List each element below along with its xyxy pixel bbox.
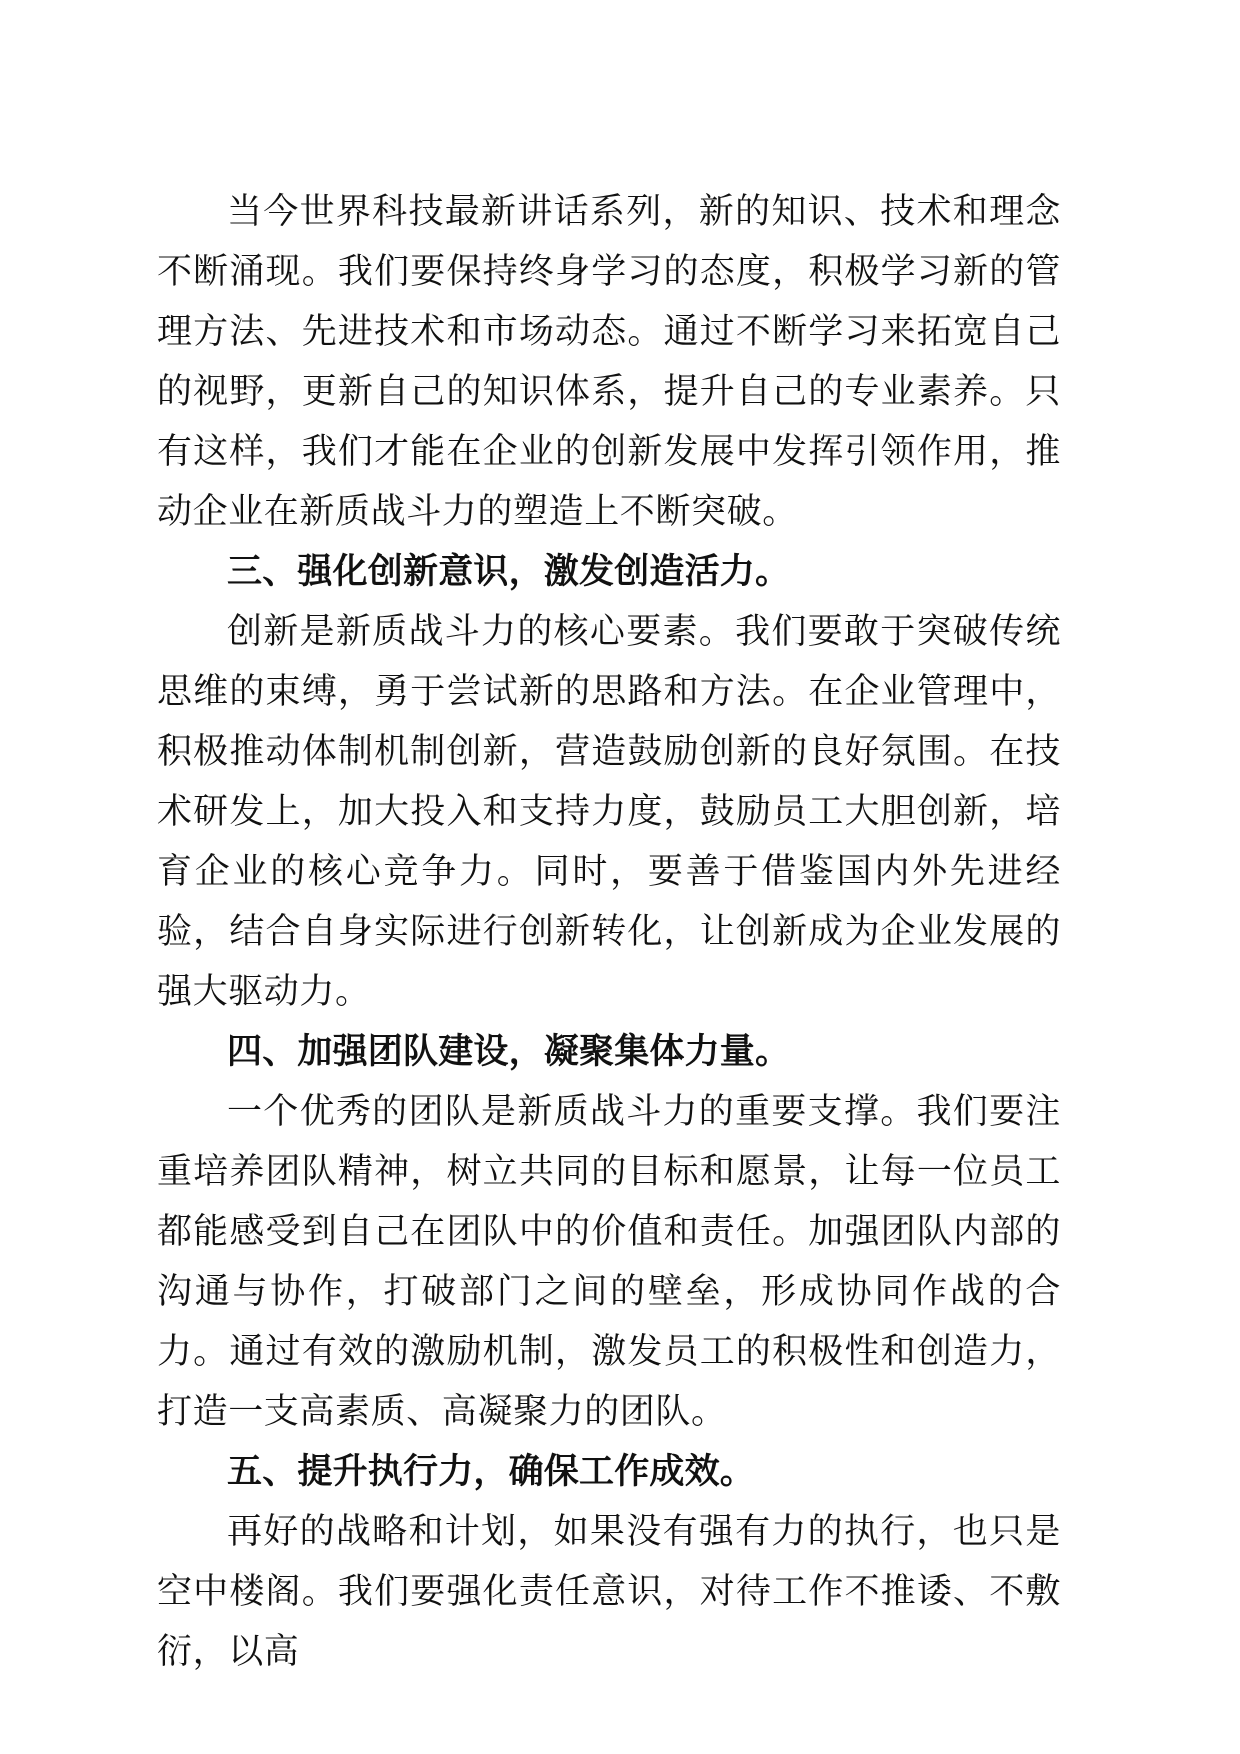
section-heading-3: 三、强化创新意识，激发创造活力。 bbox=[227, 552, 791, 592]
document-page bbox=[157, 182, 1061, 1682]
body-paragraph: 再好的战略和计划，如果没有强有力的执行，也只是空中楼阁。我们要强化责任意识，对待工作不推诿、不敷衍，以高 bbox=[157, 1512, 1061, 1672]
body-paragraph: 当今世界科技最新讲话系列，新的知识、技术和理念不断涌现。我们要保持终身学习的态度，积极学习新的管理方法、先进技术和市场动态。通过不断学习来拓宽自己的视野，更新自己的知识体系，提升自己的专业素养。只有这样，我们才能在企业的创新发展中发挥引领作用，推动企业在新质战斗力的塑造上不断突破。 bbox=[157, 192, 1061, 532]
section-heading-5: 五、提升执行力，确保工作成效。 bbox=[227, 1452, 756, 1492]
body-paragraph: 一个优秀的团队是新质战斗力的重要支撑。我们要注重培养团队精神，树立共同的目标和愿景，让每一位员工都能感受到自己在团队中的价值和责任。加强团队内部的沟通与协作，打破部门之间的壁垒，形成协同作战的合力。通过有效的激励机制，激发员工的积极性和创造力，打造一支高素质、高凝聚力的团队。 bbox=[157, 1092, 1061, 1432]
body-paragraph: 创新是新质战斗力的核心要素。我们要敢于突破传统思维的束缚，勇于尝试新的思路和方法。在企业管理中，积极推动体制机制创新，营造鼓励创新的良好氛围。在技术研发上，加大投入和支持力度，鼓励员工大胆创新，培育企业的核心竞争力。同时，要善于借鉴国内外先进经验，结合自身实际进行创新转化，让创新成为企业发展的强大驱动力。 bbox=[157, 612, 1061, 1012]
section-heading-4: 四、加强团队建设，凝聚集体力量。 bbox=[227, 1032, 791, 1072]
